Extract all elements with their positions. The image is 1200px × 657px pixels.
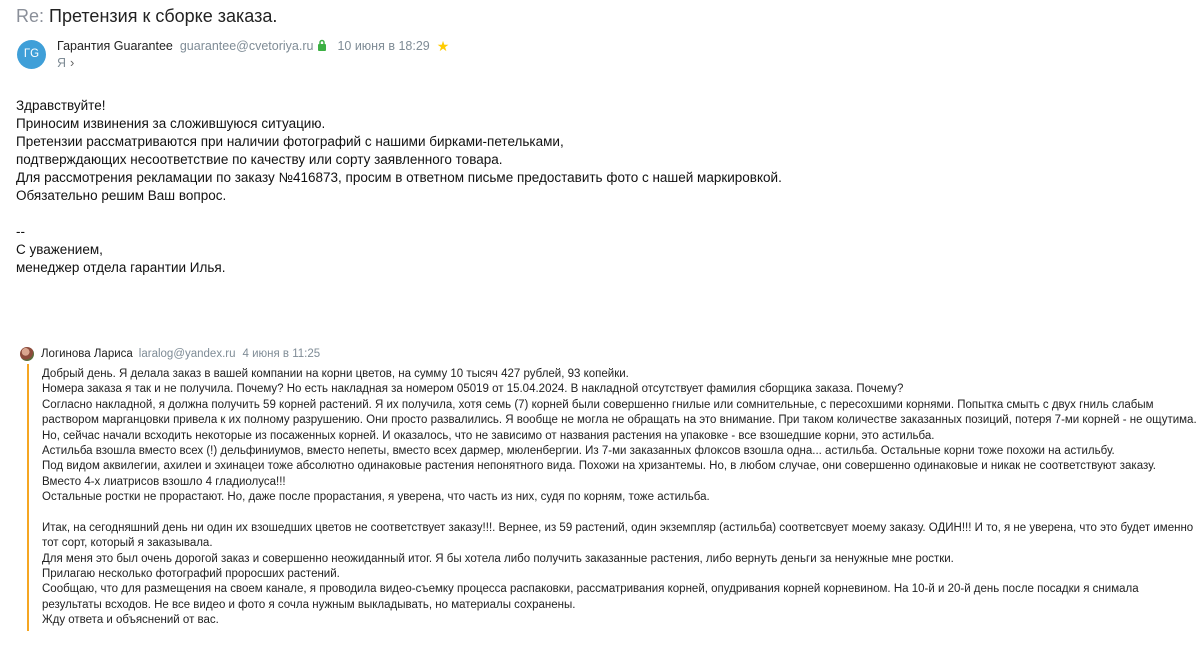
- text-line: Претензии рассматриваются при наличии фотографий с нашими бирками-петельками,: [16, 134, 564, 149]
- subject-prefix: Re:: [16, 6, 45, 26]
- subject-title: Претензия к сборке заказа.: [49, 6, 278, 26]
- quote-bar: [27, 364, 29, 631]
- quoted-sender-email[interactable]: laralog@yandex.ru: [138, 348, 236, 360]
- text-line: Согласно накладной, я должна получить 59 корней растений. Я их получила, хотя семь (7) корней были совершенно гнилые или сомнительные, с пересохшими корнями. Попытка смыть с двух гниль слабым: [42, 398, 1154, 411]
- sent-date: 10 июня в 18:29: [337, 39, 430, 53]
- text-line: Обязательно решим Ваш вопрос.: [16, 188, 227, 203]
- text-line: Остальные ростки не прорастают. Но, даже после прорастания, я уверена, что часть из них, судя по корням, тоже астильба.: [42, 491, 710, 504]
- text-line: Жду ответа и объяснений от вас.: [42, 614, 219, 627]
- text-line: Номера заказа я так и не получила. Почему? Но есть накладная за номером 05019 от 15.04.2024. В накладной отсутствует фамилия сборщика заказа. Почему?: [42, 383, 904, 396]
- quoted-body: [42, 367, 1200, 629]
- text-line: [42, 506, 1200, 521]
- text-line: результаты всходов. Не все видео и фото я сочла нужным выкладывать, но материалы сохранены.: [42, 598, 576, 611]
- text-line: Сообщаю, что для размещения на своем канале, я проводила видео-съемку процесса распаковки, рассматривания корней, опудривания корней корневином. На 10-й и 20-й день после посадки я снимала: [42, 583, 1139, 596]
- text-line: Но, сейчас начали всходить некоторые из посаженных корней. И оказалось, что не зависимо от названия растения на упаковке - все взошедшие корни, это астильба.: [42, 429, 935, 442]
- quoted-header: [20, 347, 320, 361]
- chevron-right-icon[interactable]: ›: [70, 55, 75, 70]
- email-subject: [16, 6, 277, 27]
- text-line: раствором марганцовки привела к их полному разрушению. Они просто развалились. Я вообще не могла не обращать на это внимание. При таком количестве заказанных позиций, потеря 7-ми корней - не ощутима.: [42, 414, 1197, 427]
- sender-email[interactable]: guarantee@cvetoriya.ru: [179, 39, 314, 53]
- text-line: Вместо 4-х лиатрисов взошло 4 гладиолуса!!!: [42, 475, 286, 488]
- quoted-sender-name[interactable]: Логинова Лариса: [41, 348, 133, 360]
- text-line: Под видом аквилегии, ахилеи и эхинацеи тоже абсолютно одинаковые растения непонятного вида. Похожи на хризантемы. Но, в любом случае, они совершенно одинаковые и никак не соответствуют заказу.: [42, 460, 1156, 473]
- quoted-date: 4 июня в 11:25: [242, 348, 321, 360]
- text-line: Итак, на сегодняшний день ни один их взошедших цветов не соответствует заказу!!!. Вернее, из 59 растений, один экземпляр (астильба) соответсвует моему заказу. ОДИН!!! И то, я не уверена, что это будет именно: [42, 521, 1194, 534]
- sender-line: [57, 39, 449, 53]
- text-line: Для рассмотрения рекламации по заказу №416873, просим в ответном письме предоставить фото с нашей маркировкой.: [16, 170, 782, 185]
- text-line: Приносим извинения за сложившуюся ситуацию.: [16, 116, 326, 131]
- text-line: Здравствуйте!: [16, 98, 106, 113]
- text-line: Астильба взошла вместо всех (!) дельфиниумов, вместо непеты, вместо всех дармер, мюленбергии. Из 7-ми заказанных флоксов взошла одна... астильба. Остальные корни тоже похожи на астильбу.: [42, 444, 1115, 457]
- text-line: тот сорт, который я заказывала.: [42, 537, 213, 550]
- text-line: Добрый день. Я делала заказ в вашей компании на корни цветов, на сумму 10 тысяч 427 рублей, 93 копейки.: [42, 368, 629, 380]
- recipient[interactable]: [57, 55, 74, 70]
- star-icon[interactable]: ★: [436, 38, 450, 54]
- text-line: подтверждающих несоответствие по качеству или сорту заявленного товара.: [16, 152, 503, 167]
- text-line: [16, 205, 782, 223]
- text-line: менеджер отдела гарантии Илья.: [16, 260, 226, 275]
- sender-name[interactable]: Гарантия Guarantee: [57, 39, 173, 53]
- text-line: Для меня это был очень дорогой заказ и совершенно неожиданный итог. Я бы хотела либо получить заказанные растения, либо вернуть деньги за ненужные мне ростки.: [42, 552, 954, 565]
- sender-avatar[interactable]: ГG: [17, 40, 46, 69]
- text-line: Прилагаю несколько фотографий проросших растений.: [42, 568, 340, 581]
- lock-icon: [317, 39, 327, 51]
- reply-body: [16, 97, 782, 277]
- text-line: --: [16, 224, 25, 239]
- quoted-avatar: [20, 347, 34, 361]
- recipient-label: Я: [57, 55, 67, 70]
- text-line: С уважением,: [16, 242, 103, 257]
